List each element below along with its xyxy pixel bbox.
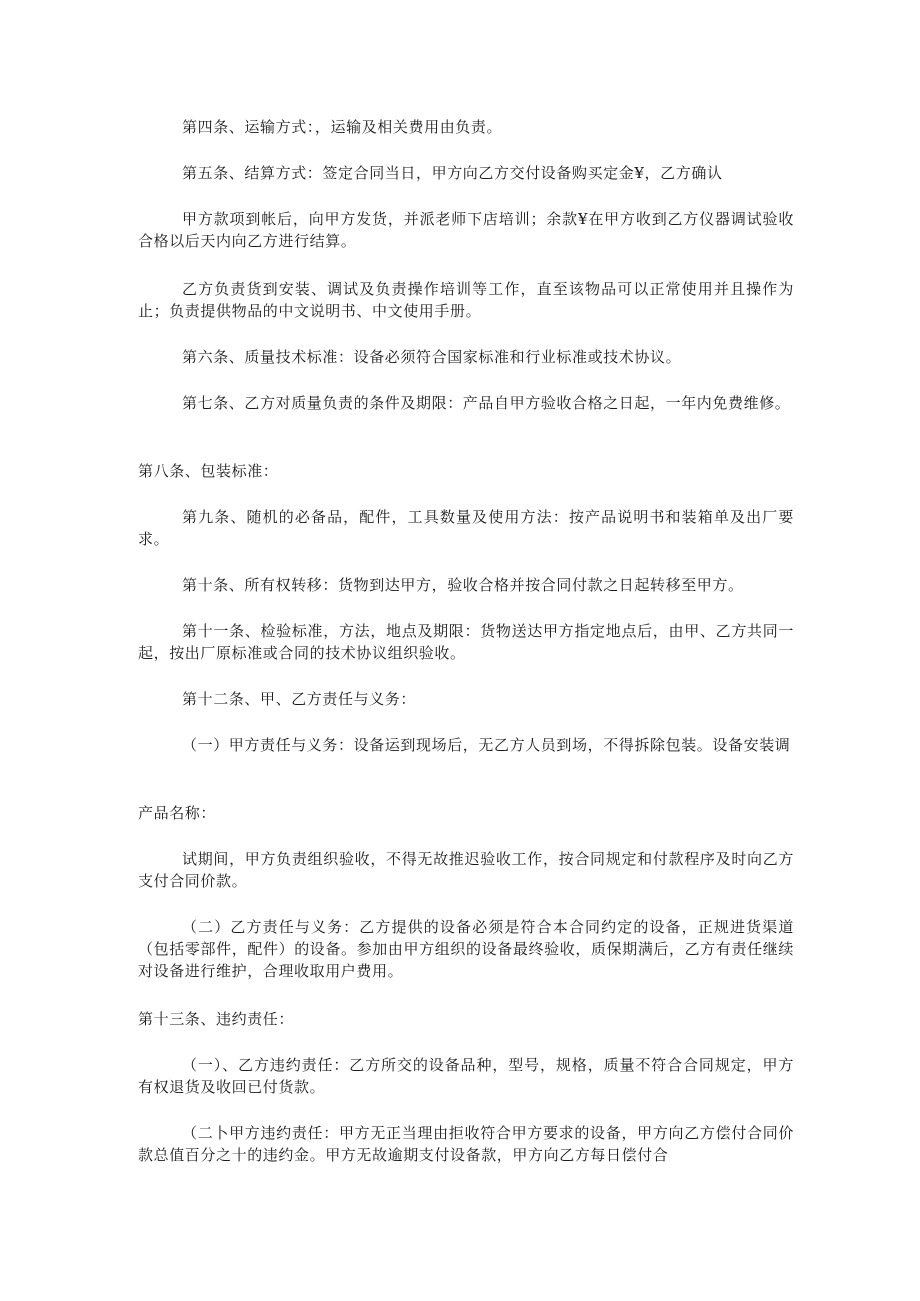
clause-5-payment: 甲方款项到帐后，向甲方发货，并派老师下店培训；余款¥在甲方收到乙方仪器调试验收合格以后天内向乙方进行结算。 [138,210,794,250]
product-name-label: 产品名称： [138,804,217,822]
clause-12-party-a-cont: 试期间，甲方负责组织验收，不得无故推迟验收工作，按合同规定和付款程序及时向乙方支付合同价款。 [138,850,794,890]
clause-5-installation: 乙方负责货到安装、调试及负责操作培训等工作，直至该物品可以正常使用并且操作为止；负责提供物品的中文说明书、中文使用手册。 [138,280,794,320]
clause-13: 第十三条、违约责任： [138,1010,295,1028]
clause-12-party-b: （二）乙方责任与义务：乙方提供的设备必须是符合本合同约定的设备，正规进货渠道（包括零部件，配件）的设备。参加由甲方组织的设备最终验收，质保期满后，乙方有责任继续对设备进行维护，合理收取用户费用。 [138,918,794,980]
clause-10: 第十条、所有权转移：货物到达甲方，验收合格并按合同付款之日起转移至甲方。 [182,576,744,594]
clause-11: 第十一条、检验标准，方法，地点及期限：货物送达甲方指定地点后，由甲、乙方共同一起，按出厂原标准或合同的技术协议组织验收。 [138,622,794,662]
clause-8: 第八条、包装标准： [138,462,279,480]
clause-13-party-a: （二卜甲方违约责任：甲方无正当理由拒收符合甲方要求的设备，甲方向乙方偿付合同价款总值百分之十的违约金。甲方无故逾期支付设备款，甲方向乙方每日偿付合 [138,1124,794,1164]
clause-13-party-b: （一）、乙方违约责任：乙方所交的设备品种，型号，规格，质量不符合合同规定，甲方有权退货及收回已付货款。 [138,1056,794,1096]
clause-6: 第六条、质量技术标准：设备必须符合国家标准和行业标准或技术协议。 [182,348,682,366]
clause-7: 第七条、乙方对质量负责的条件及期限：产品自甲方验收合格之日起，一年内免费维修。 [182,394,791,412]
clause-4: 第四条、运输方式：，运输及相关费用由负责。 [182,118,503,136]
clause-12-party-a: （一）甲方责任与义务：设备运到现场后，无乙方人员到场，不得拆除包装。设备安装调 [182,736,791,754]
clause-5: 第五条、结算方式：签定合同当日，甲方向乙方交付设备购买定金¥，乙方确认 [182,164,723,182]
clause-12: 第十二条、甲、乙方责任与义务： [182,690,417,708]
clause-9: 第九条、随机的必备品，配件，工具数量及使用方法：按产品说明书和装箱单及出厂要求。 [138,508,794,548]
